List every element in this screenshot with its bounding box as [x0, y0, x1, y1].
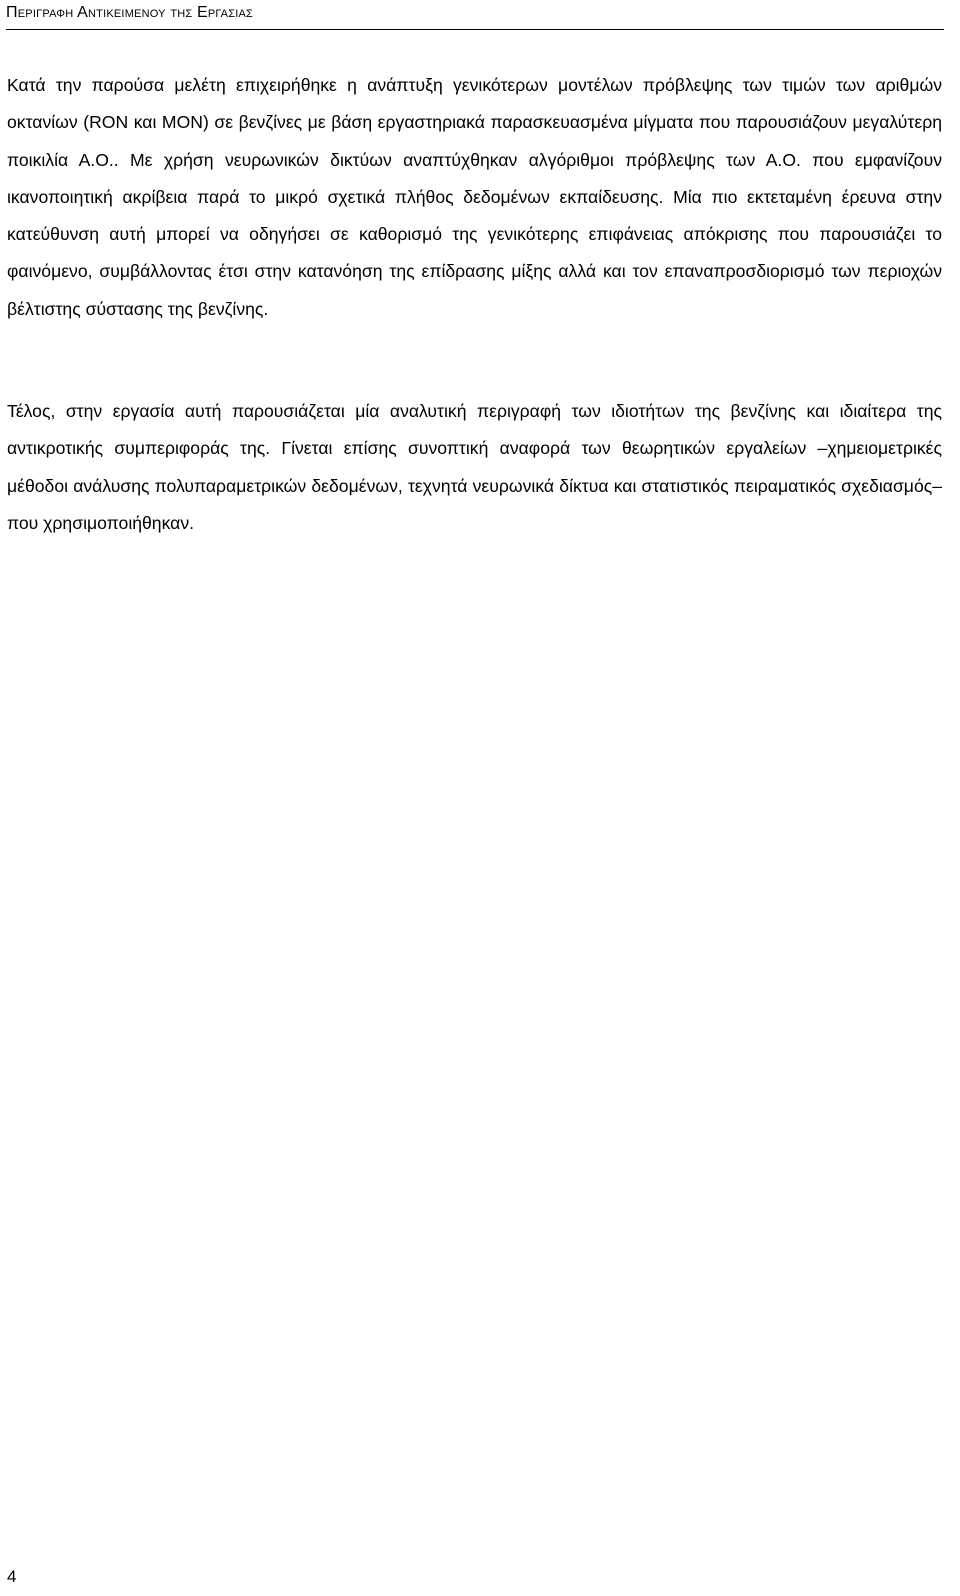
page-number: 4 — [7, 1567, 17, 1586]
paragraph-conclusion: Τέλος, στην εργασία αυτή παρουσιάζεται μία αναλυτική περιγραφή των ιδιοτήτων της βενζίνης και ιδιαίτερα της αντικροτικής συμπεριφοράς της. Γίνεται επίσης συνοπτική αναφορά των θεωρητικών εργαλείων –χημειομετρικές μέθοδοι ανάλυσης πολυπαραμετρικών δεδομένων, τεχνητά νευρωνικά δίκτυα και στατιστικός πειραματικός σχεδιασμός– που χρησιμοποιήθηκαν. — [7, 401, 942, 533]
running-header — [6, 0, 944, 30]
header-title: Περιγραφη Αντικειμενου της Εργασιας — [6, 4, 254, 21]
paragraph-intro: Κατά την παρούσα μελέτη επιχειρήθηκε η ανάπτυξη γενικότερων μοντέλων πρόβλεψης των τιμών των αριθμών οκτανίων (RON και MON) σε βενζίνες με βάση εργαστηριακά παρασκευασμένα μίγματα που παρουσιάζουν μεγαλύτερη ποικιλία Α.Ο.. Με χρήση νευρωνικών δικτύων αναπτύχθηκαν αλγόριθμοι πρόβλεψης των Α.Ο. που εμφανίζουν ικανοποιητική ακρίβεια παρά το μικρό σχετικά πλήθος δεδομένων εκπαίδευσης. Μία πιο εκτεταμένη έρευνα στην κατεύθυνση αυτή μπορεί να οδηγήσει σε καθορισμό της γενικότερης επιφάνειας απόκρισης που παρουσιάζει το φαινόμενο, συμβάλλοντας έτσι στην κατανόηση της επίδρασης μίξης αλλά και τον επαναπροσδιορισμό των περιοχών βέλτιστης σύστασης της βενζίνης. — [7, 75, 942, 319]
